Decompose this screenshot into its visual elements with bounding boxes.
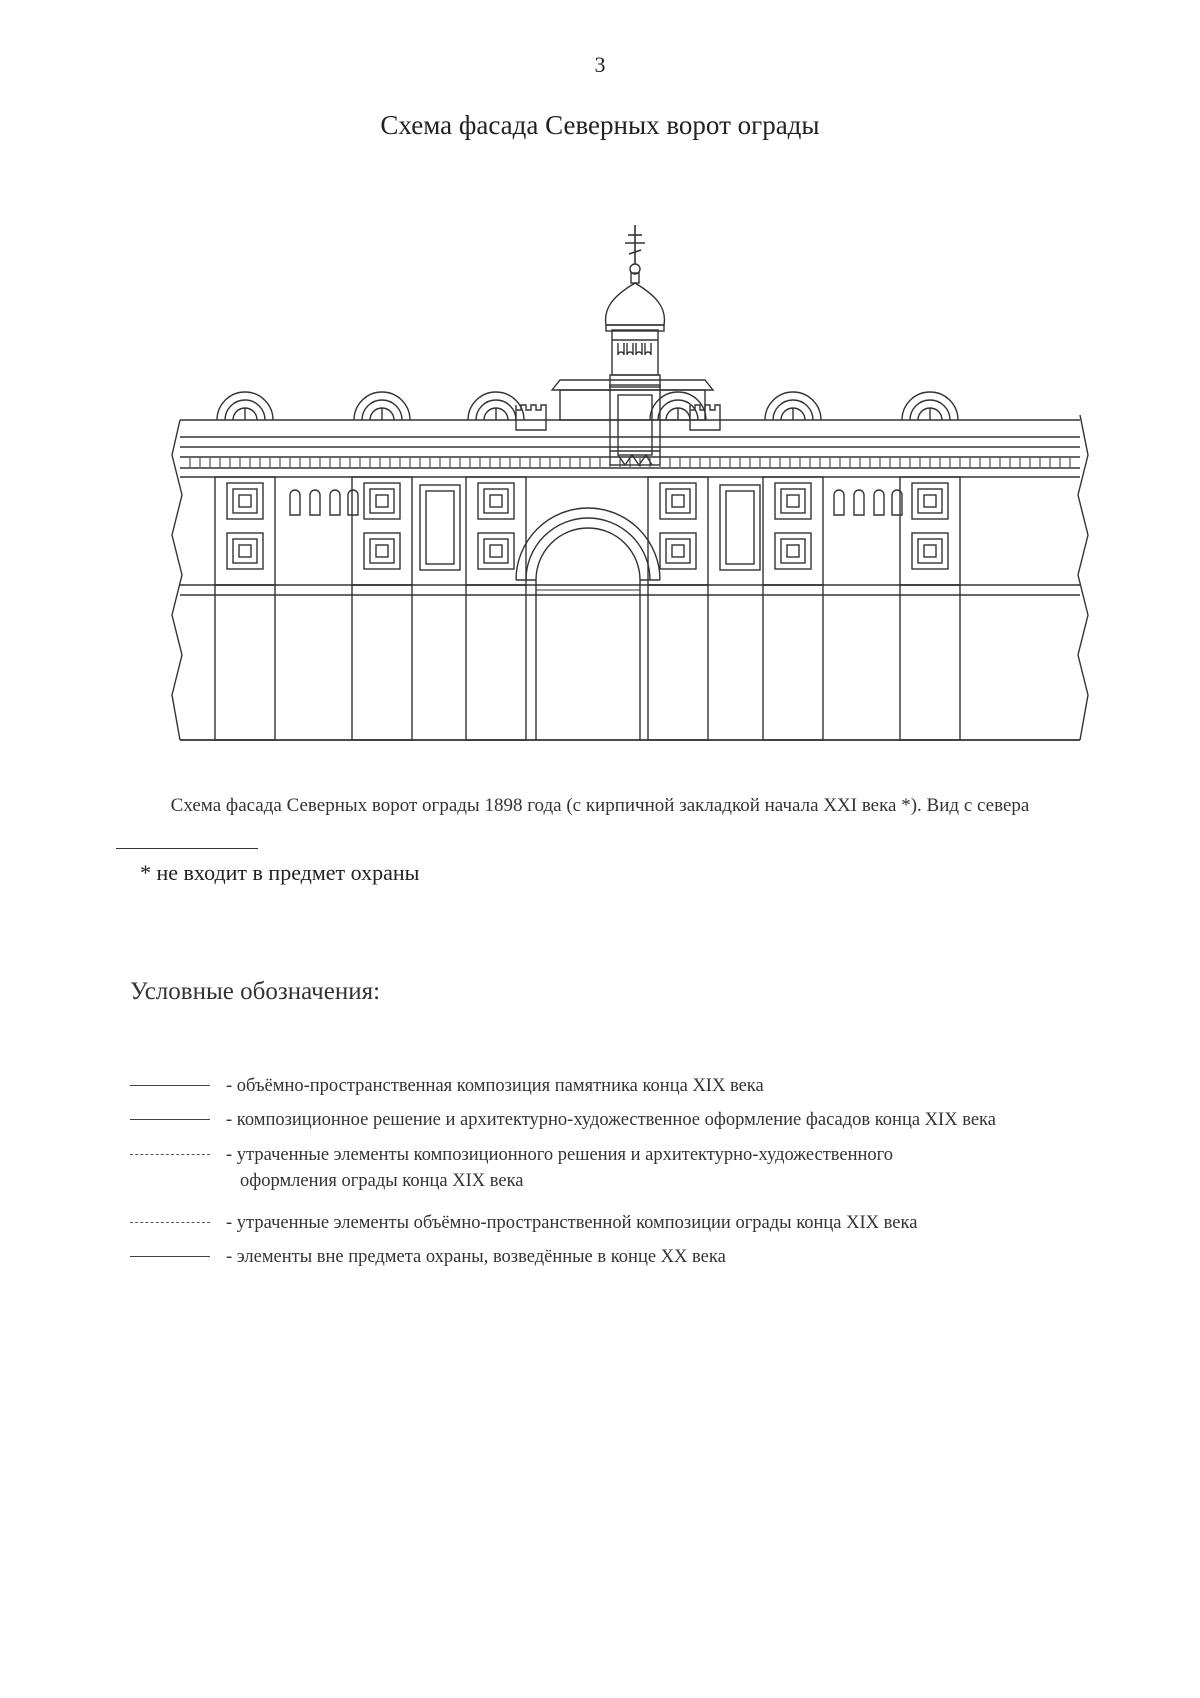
legend-line-dashed	[130, 1222, 210, 1223]
legend-line-solid	[130, 1256, 210, 1257]
footnote-separator	[116, 848, 258, 849]
kokoshnik-gables	[217, 392, 958, 420]
legend-text: - композиционное решение и архитектурно-художественное оформление фасадов конца XIX века	[226, 1110, 996, 1130]
legend-line-solid	[130, 1119, 210, 1120]
legend-text-continuation: оформления ограды конца XIX века	[240, 1171, 524, 1191]
orthodox-cross	[625, 225, 645, 264]
page-title: Схема фасада Северных ворот ограды	[380, 110, 820, 140]
square-panels	[227, 483, 948, 569]
legend-text: - элементы вне предмета охраны, возведённые в конце XX века	[226, 1247, 726, 1267]
legend-item	[130, 1073, 1190, 1099]
legend-item	[130, 1244, 1190, 1270]
figure-caption: Схема фасада Северных ворот ограды 1898 года (с кирпичной закладкой начала XXI века *). Вид с севера	[170, 795, 1030, 816]
legend-item	[130, 1107, 1190, 1133]
legend-title: Условные обозначения:	[130, 978, 381, 1005]
onion-dome	[606, 264, 665, 375]
pilasters	[215, 477, 960, 740]
right-break-line	[1078, 415, 1088, 740]
page-number: 3	[594, 52, 606, 77]
gate-facade-drawing	[170, 225, 1090, 770]
legend-line-dashed	[130, 1154, 210, 1155]
legend-item	[130, 1142, 1190, 1198]
footnote: * не входит в предмет охраны	[140, 860, 420, 885]
legend-line-solid	[130, 1085, 210, 1086]
legend-text: - утраченные элементы объёмно-пространственной композиции ограды конца XIX века	[226, 1213, 918, 1233]
legend-text: - объёмно-пространственная композиция памятника конца XIX века	[226, 1076, 764, 1096]
central-arch	[516, 508, 660, 740]
legend-item	[130, 1210, 1190, 1236]
legend-text: - утраченные элементы композиционного решения и архитектурно-художественного	[226, 1145, 894, 1165]
